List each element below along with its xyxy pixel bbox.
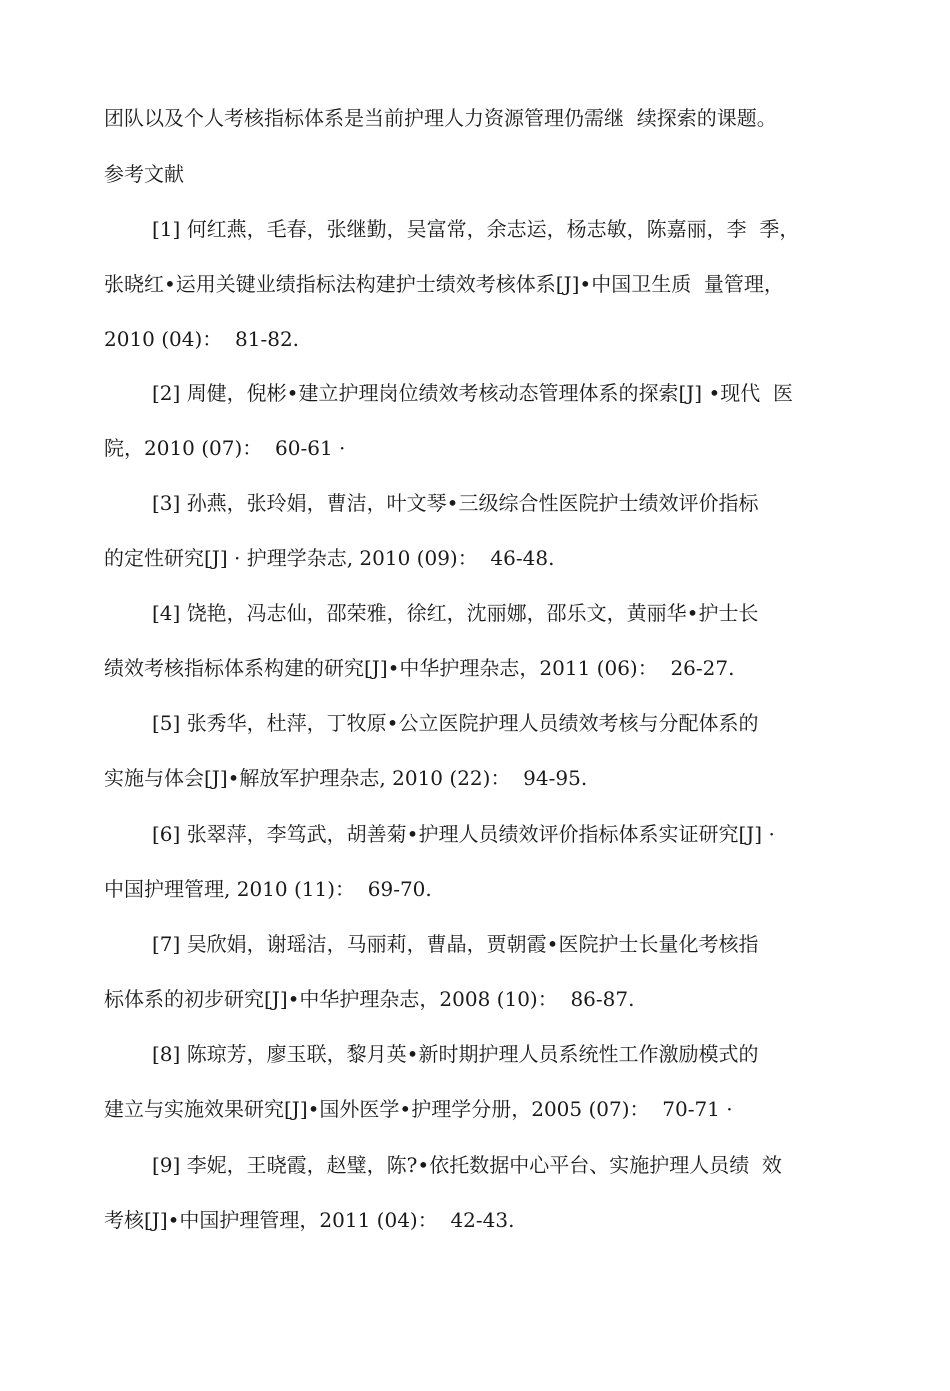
reference-9-line-2: 考核[J]•中国护理管理，2011 (04)： 42-43. [104,1208,515,1232]
reference-8-line-1: [8] 陈琼芳，廖玉联，黎月英•新时期护理人员系统性工作激励模式的 [152,1042,759,1066]
reference-1-line-3: 2010 (04)： 81-82. [104,327,300,351]
reference-6-line-2: 中国护理管理, 2010 (11)： 69-70. [104,877,432,901]
reference-5-line-2: 实施与体会[J]•解放军护理杂志, 2010 (22)： 94-95. [104,766,588,790]
references-heading: 参考文献 [104,162,184,186]
reference-4-line-2: 绩效考核指标体系构建的研究[J]•中华护理杂志，2011 (06)： 26-27. [104,656,735,680]
reference-5-line-1: [5] 张秀华，杜萍，丁牧原•公立医院护理人员绩效考核与分配体系的 [152,711,759,735]
reference-1-line-2: 张晓红•运用关键业绩指标法构建护士绩效考核体系[J]•中国卫生质 量管理， [104,272,784,296]
reference-6-line-1: [6] 张翠萍，李笃武，胡善菊•护理人员绩效评价指标体系实证研究[J] · [152,822,775,846]
reference-4-line-1: [4] 饶艳，冯志仙，邵荣雅，徐红，沈丽娜，邵乐文，黄丽华•护士长 [152,601,759,625]
reference-7-line-2: 标体系的初步研究[J]•中华护理杂志，2008 (10)： 86-87. [104,987,635,1011]
reference-7-line-1: [7] 吴欣娟，谢瑶洁，马丽莉，曹晶，贾朝霞•医院护士长量化考核指 [152,932,759,956]
reference-1-line-1: [1] 何红燕，毛春，张继勤，吴富常，余志运，杨志敏，陈嘉丽，李 季， [152,217,800,241]
intro-line: 团队以及个人考核指标体系是当前护理人力资源管理仍需继 续探索的课题。 [104,106,777,130]
reference-3-line-1: [3] 孙燕，张玲娟，曹洁，叶文琴•三级综合性医院护士绩效评价指标 [152,491,759,515]
reference-8-line-2: 建立与实施效果研究[J]•国外医学•护理学分册，2005 (07)： 70-71 · [104,1097,733,1121]
reference-3-line-2: 的定性研究[J] · 护理学杂志, 2010 (09)： 46-48. [104,546,555,570]
reference-2-line-1: [2] 周健，倪彬•建立护理岗位绩效考核动态管理体系的探索[J] •现代 医 [152,381,793,405]
reference-2-line-2: 院，2010 (07)： 60-61 · [104,436,346,460]
reference-9-line-1: [9] 李妮，王晓霞，赵璧，陈?•依托数据中心平台、实施护理人员绩 效 [152,1153,782,1177]
